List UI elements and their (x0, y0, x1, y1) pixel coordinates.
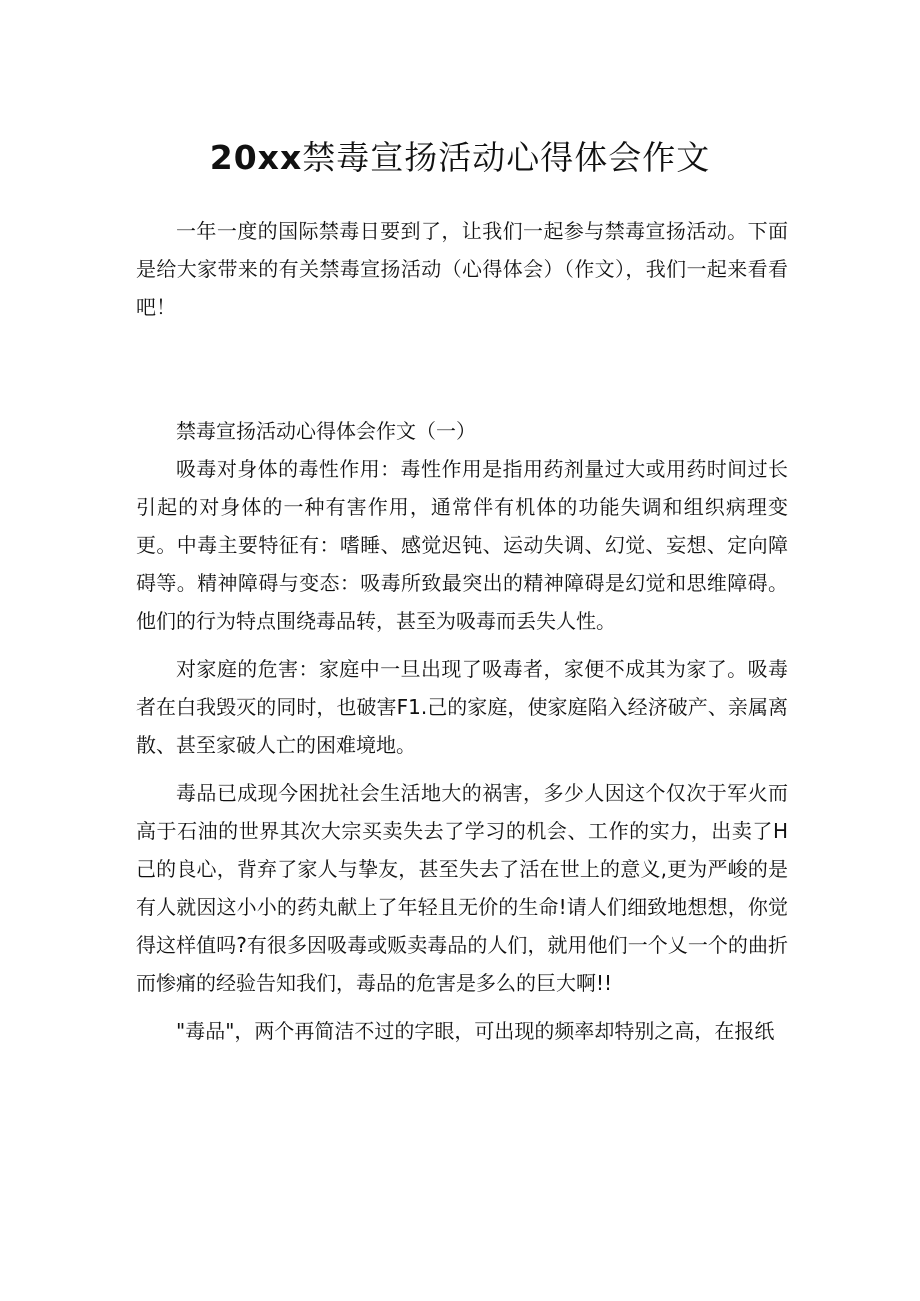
title-prefix: 20xx (209, 138, 303, 177)
body-paragraph: 毒品已成现今困扰社会生活地大的祸害，多少人因这个仅次于军火而高于石油的世界其次大宗买卖失去了学习的机会、工作的实力，出卖了H己的良心，背弃了家人与挚友，甚至失去了活在世上的意义,更为严峻的是有人就因这小小的药丸献上了年轻且无价的生命!请人们细致地想想，你觉得这样值吗?有很多因吸毒或贩卖毒品的人们，就用他们一个乂一个的曲折而惨痛的经验告知我们，毒品的危害是多么的巨大啊!! (136, 781, 788, 995)
title-main: 禁毒宣扬活动心得体会作文 (302, 138, 711, 177)
intro-paragraph: 一年一度的国际禁毒日要到了，让我们一起参与禁毒宣扬活动。下面是给大家带来的有关禁毒宣扬活动（心得体会）（作文），我们一起来看看吧！ (136, 219, 788, 319)
section-heading: 禁毒宣扬活动心得体会作文（一） (176, 419, 476, 443)
body-paragraph: 对家庭的危害：家庭中一旦出现了吸毒者，家便不成其为家了。吸毒者在白我毁灭的同时，也破害F1.己的家庭，使家庭陷入经济破产、亲属离散、甚至家破人亡的困难境地。 (136, 657, 788, 757)
body-paragraph: 吸毒对身体的毒性作用：毒性作用是指用药剂量过大或用药时间过长引起的对身体的一种有害作用，通常伴有机体的功能失调和组织病理变更。中毒主要特征有：嗜睡、感觉迟钝、运动失调、幻觉、妄想、定向障碍等。精神障碍与变态：吸毒所致最突出的精神障碍是幻觉和思维障碍。他们的行为特点围绕毒品转，甚至为吸毒而丢失人性。 (136, 457, 788, 633)
document-title (0, 138, 920, 178)
document-body (136, 212, 788, 1050)
body-paragraph: "毒品"，两个再简洁不过的字眼，可出现的频率却特别之高，在报纸 (176, 1019, 775, 1043)
